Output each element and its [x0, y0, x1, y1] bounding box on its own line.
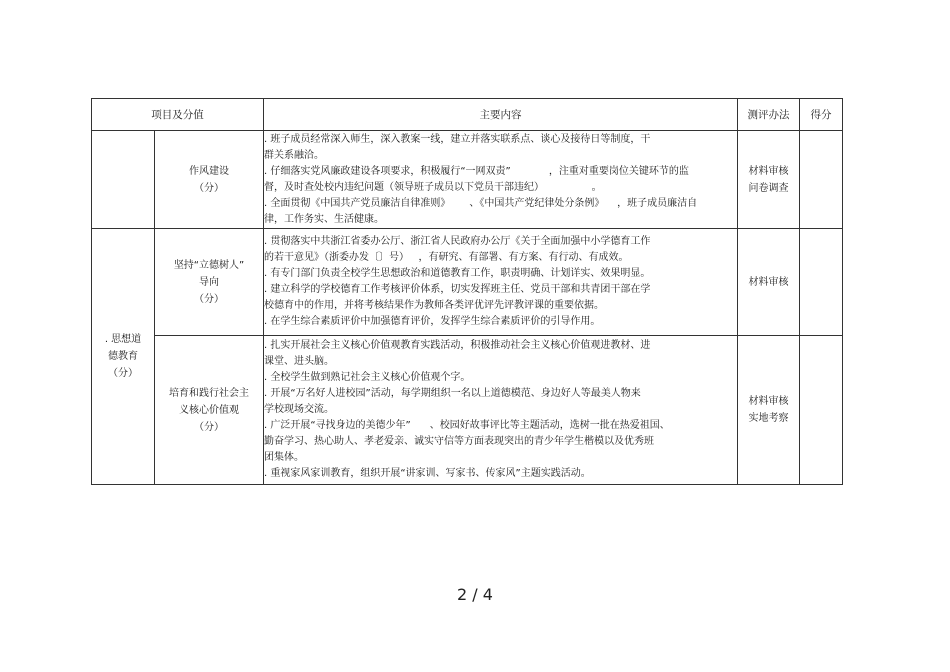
score-cell-moral — [800, 229, 843, 336]
category-moral-education — [92, 229, 155, 485]
method-line: 实地考察 — [748, 413, 789, 424]
content-line: 的若干意见》（浙委办发〔〕号） ，有研究、有部署、有方案、有行动、有成效。 — [264, 252, 629, 263]
subcategory-score: （分） — [194, 182, 224, 194]
table-row-workstyle — [92, 131, 843, 229]
score-cell-workstyle — [800, 131, 843, 229]
content-line: . 扎实开展社会主义核心价值观教育实践活动，积极推动社会主义核心价值观进教材、进 — [264, 340, 651, 351]
category-name: 德教育 — [108, 351, 138, 362]
content-line: . 仔细落实党风廉政建设各项要求，积极履行“一网双责” ，注重对重要岗位关键环节的监 — [264, 165, 689, 177]
category-cell-empty — [92, 131, 155, 229]
method-line: 问卷调查 — [748, 182, 789, 194]
table-row-moral — [92, 229, 843, 336]
content-moral — [264, 229, 738, 336]
subcategory-name: 坚持“立德树人” — [173, 259, 245, 271]
content-values — [264, 336, 738, 485]
page-number: 2 / 4 — [457, 585, 493, 604]
category-name: . 思想道 — [104, 334, 142, 345]
content-line: . 全面贯彻《中国共产党员廉洁自律准则》 、《中国共产党纪律处分条例》 ，班子成员廉洁自 — [264, 197, 698, 209]
content-workstyle — [264, 131, 738, 229]
content-line: 群关系融洽。 — [264, 149, 324, 161]
content-line: . 班子成员经常深入师生，深入教案一线，建立并落实联系点、谈心及接待日等制度，干 — [264, 133, 651, 145]
category-score: （分） — [108, 368, 138, 379]
header-content: 主要内容 — [264, 99, 738, 131]
subcategory-name: 导向 — [199, 276, 219, 288]
content-line: . 有专门部门负责全校学生思想政治和道德教育工作，职责明确、计划详实、效果明显。 — [264, 268, 651, 279]
method-values — [738, 336, 800, 485]
content-line: . 贯彻落实中共浙江省委办公厅、浙江省人民政府办公厅《关于全面加强中小学德育工作 — [264, 236, 651, 247]
subcategory-moral — [155, 229, 264, 336]
subcategory-values — [155, 336, 264, 485]
content-line: 律，工作务实、生活健康。 — [264, 213, 384, 225]
content-line: . 开展“万名好人进校园”活动，每学期组织一名以上道德模范、身边好人等最美人物来 — [264, 388, 641, 399]
subcategory-score: （分） — [194, 293, 224, 305]
content-line: 团集体。 — [264, 452, 304, 463]
method-line: 材料审核 — [748, 396, 789, 407]
subcategory-name: 作风建设 — [189, 165, 229, 177]
content-line: 校德育中的作用，并将考核结果作为教师各类评优评先评教评课的重要依据。 — [264, 300, 604, 311]
score-cell-values — [800, 336, 843, 485]
content-line: . 全校学生做到熟记社会主义核心价值观个字。 — [264, 372, 471, 383]
content-line: . 重视家风家训教育，组织开展“讲家训、写家书、传家风”主题实践活动。 — [264, 468, 591, 479]
content-line: . 在学生综合素质评价中加强德育评价，发挥学生综合素质评价的引导作用。 — [264, 316, 601, 327]
subcategory-name: 培育和践行社会主 — [169, 387, 249, 399]
content-line: 课堂、进头脑。 — [264, 356, 334, 367]
content-line: 学校现场交流。 — [264, 404, 334, 415]
subcategory-name: 义核心价值观 — [179, 404, 239, 416]
subcategory-workstyle — [155, 131, 264, 229]
method-moral: 材料审核 — [738, 229, 800, 336]
content-line: 勤奋学习、热心助人、孝老爱亲、诚实守信等方面表现突出的青少年学生楷模以及优秀班 — [264, 436, 654, 447]
content-line: 督，及时查处校内违纪问题（领导班子成员以下党员干部违纪） 。 — [264, 181, 602, 193]
header-score: 得分 — [800, 99, 843, 131]
subcategory-score: （分） — [194, 421, 224, 433]
table-row-values — [92, 336, 843, 485]
header-method: 测评办法 — [738, 99, 800, 131]
evaluation-table — [91, 98, 843, 485]
method-workstyle — [738, 131, 800, 229]
content-line: . 广泛开展“寻找身边的美德少年” 、校园好故事评比等主题活动，选树一批在热爱祖国、 — [264, 420, 670, 431]
method-line: 材料审核 — [748, 165, 789, 177]
header-item: 项目及分值 — [92, 99, 264, 131]
content-line: . 建立科学的学校德育工作考核评价体系，切实发挥班主任、党员干部和共青团干部在学 — [264, 284, 651, 295]
table-header-row — [92, 99, 843, 131]
